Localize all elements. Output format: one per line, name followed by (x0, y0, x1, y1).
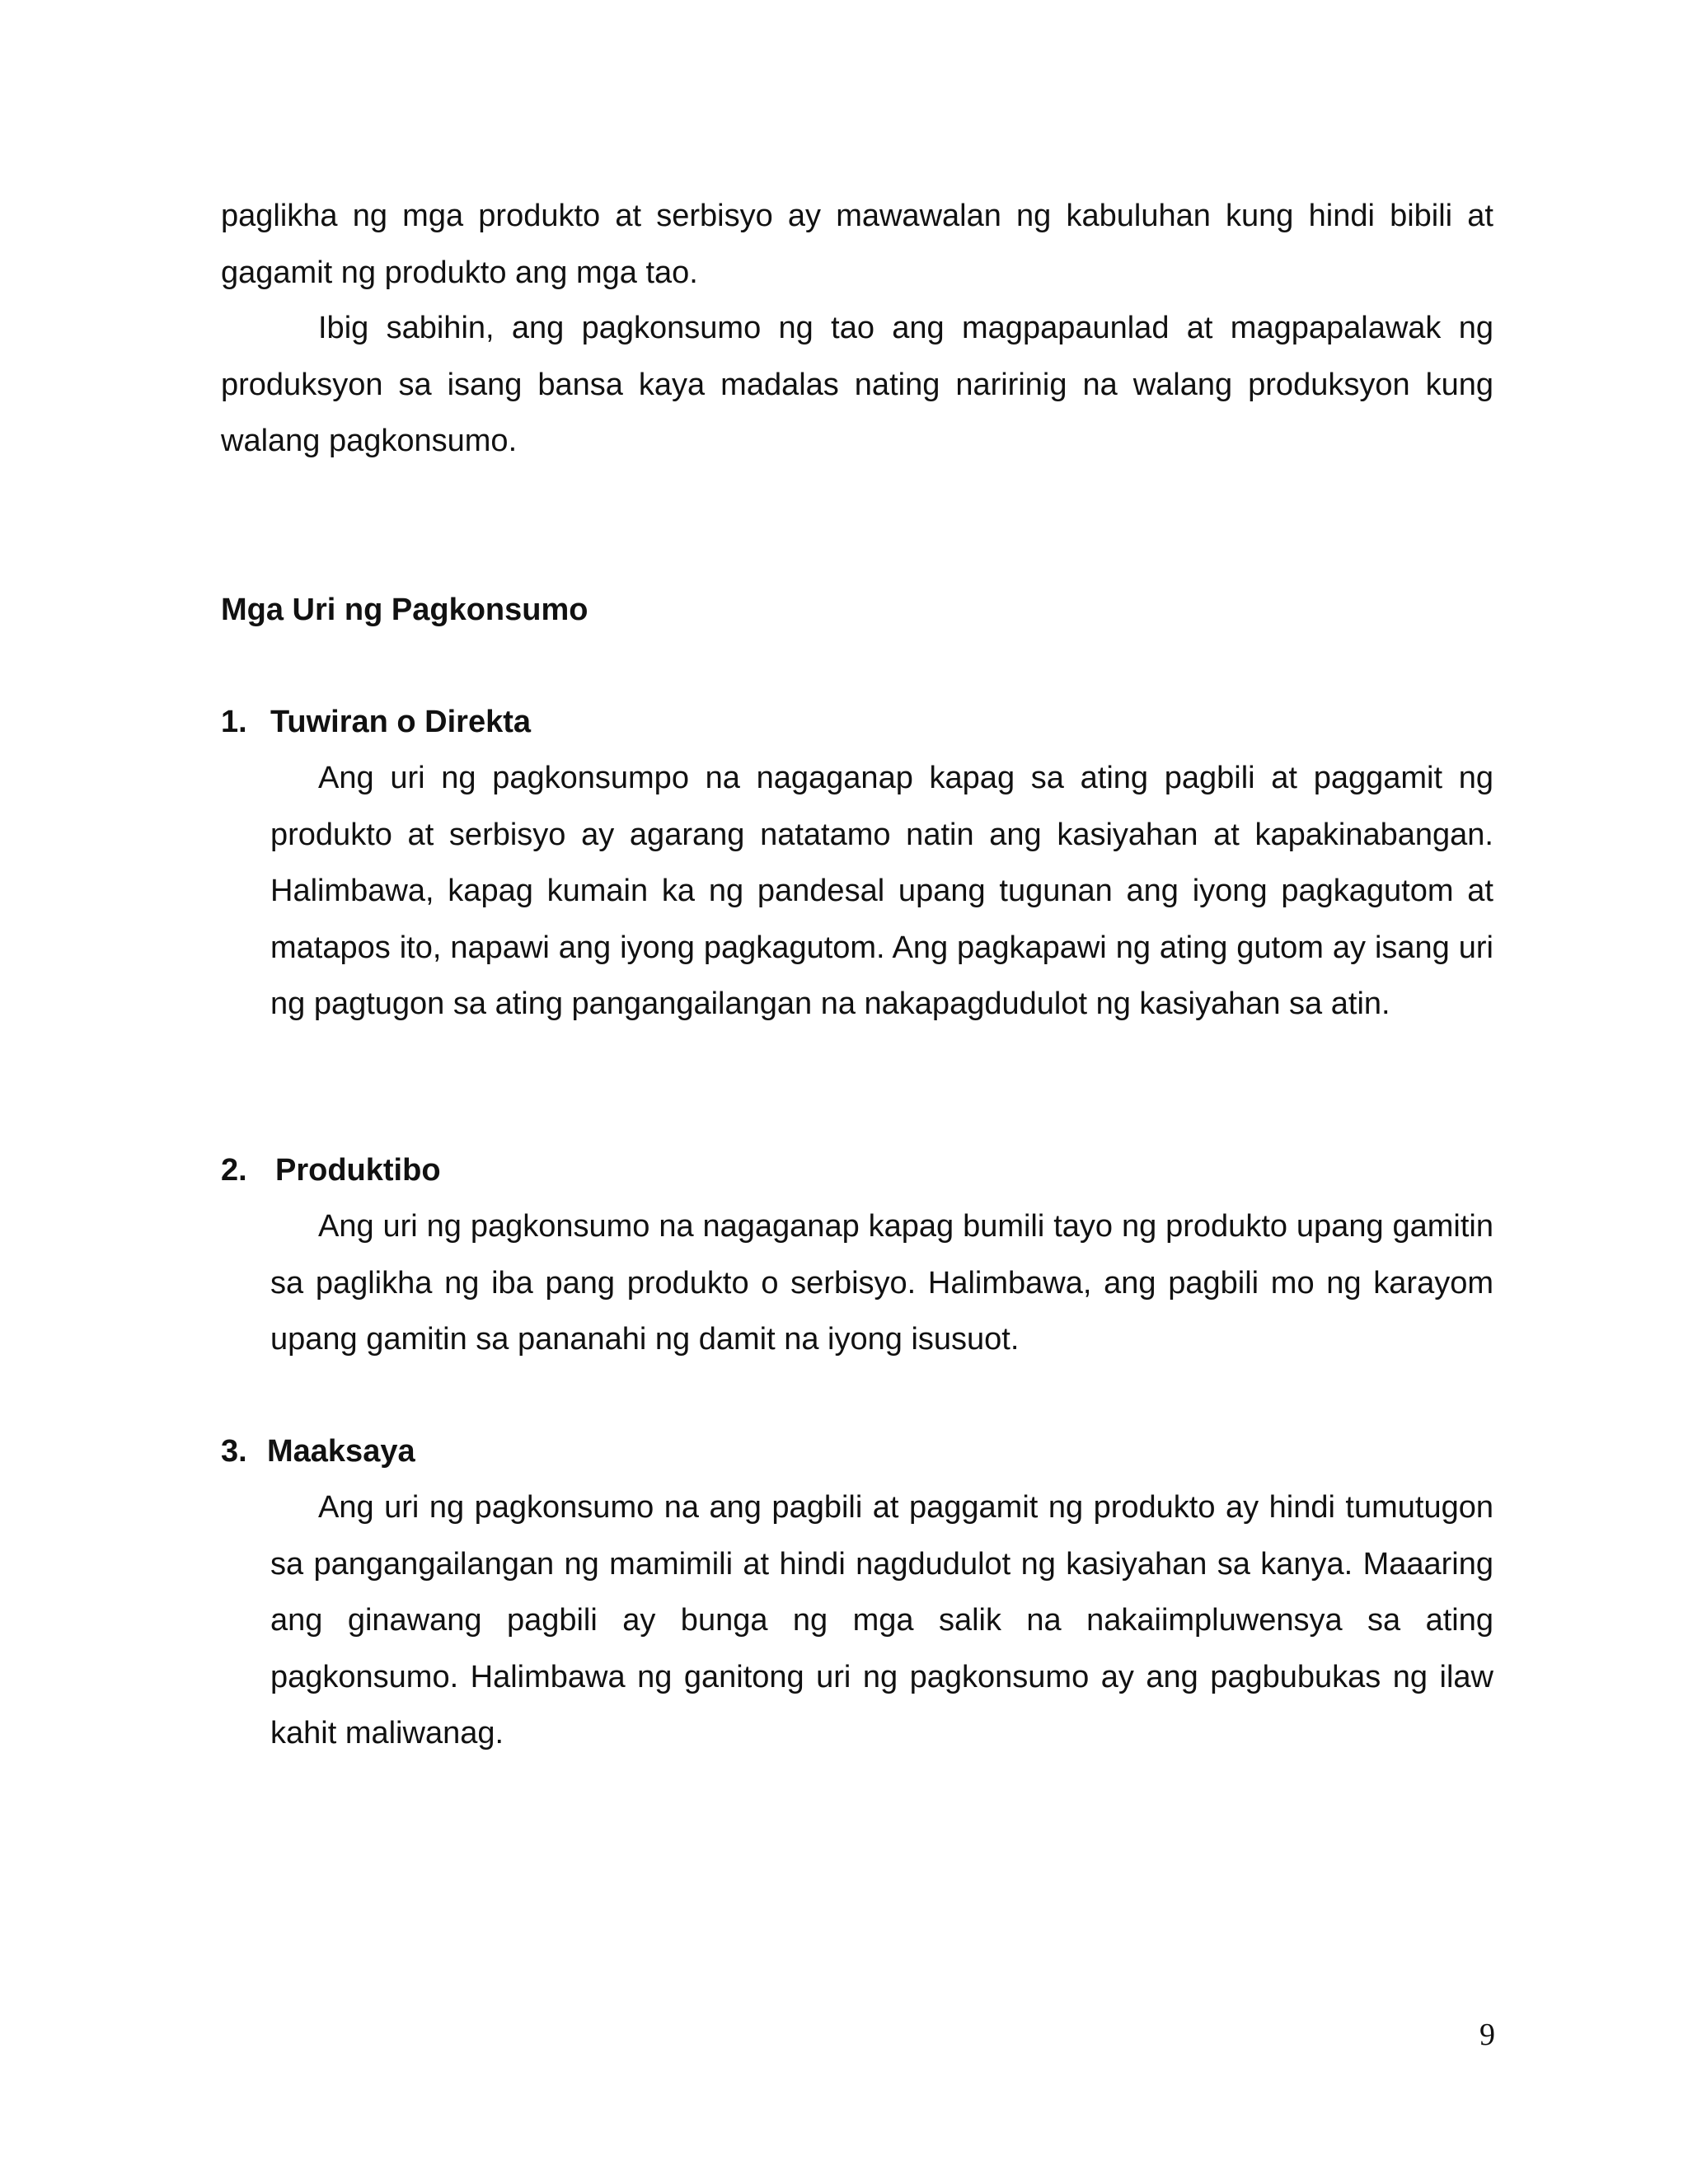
intro-paragraph-summary: Ibig sabihin, ang pagkonsumo ng tao ang magpapaunlad at magpapalawak ng produksyon sa isang bansa kaya madalas nating naririnig na walang produksyon kung walang pagkonsumo. (221, 311, 1493, 458)
item-heading-3 (221, 1423, 415, 1479)
item-number-3: 3. (221, 1434, 247, 1469)
item-title-2: Produktibo (275, 1153, 441, 1188)
item-body-1: Ang uri ng pagkonsumpo na nagaganap kapag sa ating pagbili at paggamit ng produkto at serbisyo ay agarang natatamo natin ang kasiyahan at kapakinabangan. Halimbawa, kapag kumain ka ng pandesal upang tugunan ang iyong pagkagutom at matapos ito, napawi ang iyong pagkagutom. Ang pagkapawi ng ating gutom ay isang uri ng pagtugon sa ating pangangailangan na nakapagdudulot ng kasiyahan sa atin. (270, 761, 1493, 1021)
section-heading: Mga Uri ng Pagkonsumo (221, 593, 588, 627)
item-heading-1 (221, 694, 531, 750)
item-heading-2 (221, 1142, 441, 1198)
page-number: 9 (1479, 2018, 1495, 2052)
item-title-1: Tuwiran o Direkta (270, 705, 532, 739)
item-body-2: Ang uri ng pagkonsumo na nagaganap kapag bumili tayo ng produkto upang gamitin sa paglikha ng iba pang produkto o serbisyo. Halimbawa, ang pagbili mo ng karayom upang gamitin sa pananahi ng damit na iyong isusuot. (270, 1209, 1493, 1357)
intro-paragraph-continuation: paglikha ng mga produkto at serbisyo ay mawawalan ng kabuluhan kung hindi bibili at gagamit ng produkto ang mga tao. (221, 199, 1493, 290)
item-number-2: 2. (221, 1153, 247, 1188)
item-number-1: 1. (221, 705, 247, 739)
item-body-3: Ang uri ng pagkonsumo na ang pagbili at paggamit ng produkto ay hindi tumutugon sa pangangailangan ng mamimili at hindi nagdudulot ng kasiyahan sa kanya. Maaaring ang ginawang pagbili ay bunga ng mga salik na nakaiimpluwensya sa ating pagkonsumo. Halimbawa ng ganitong uri ng pagkonsumo ay ang pagbubukas ng ilaw kahit maliwanag. (270, 1490, 1493, 1750)
item-title-3: Maaksaya (267, 1434, 415, 1469)
